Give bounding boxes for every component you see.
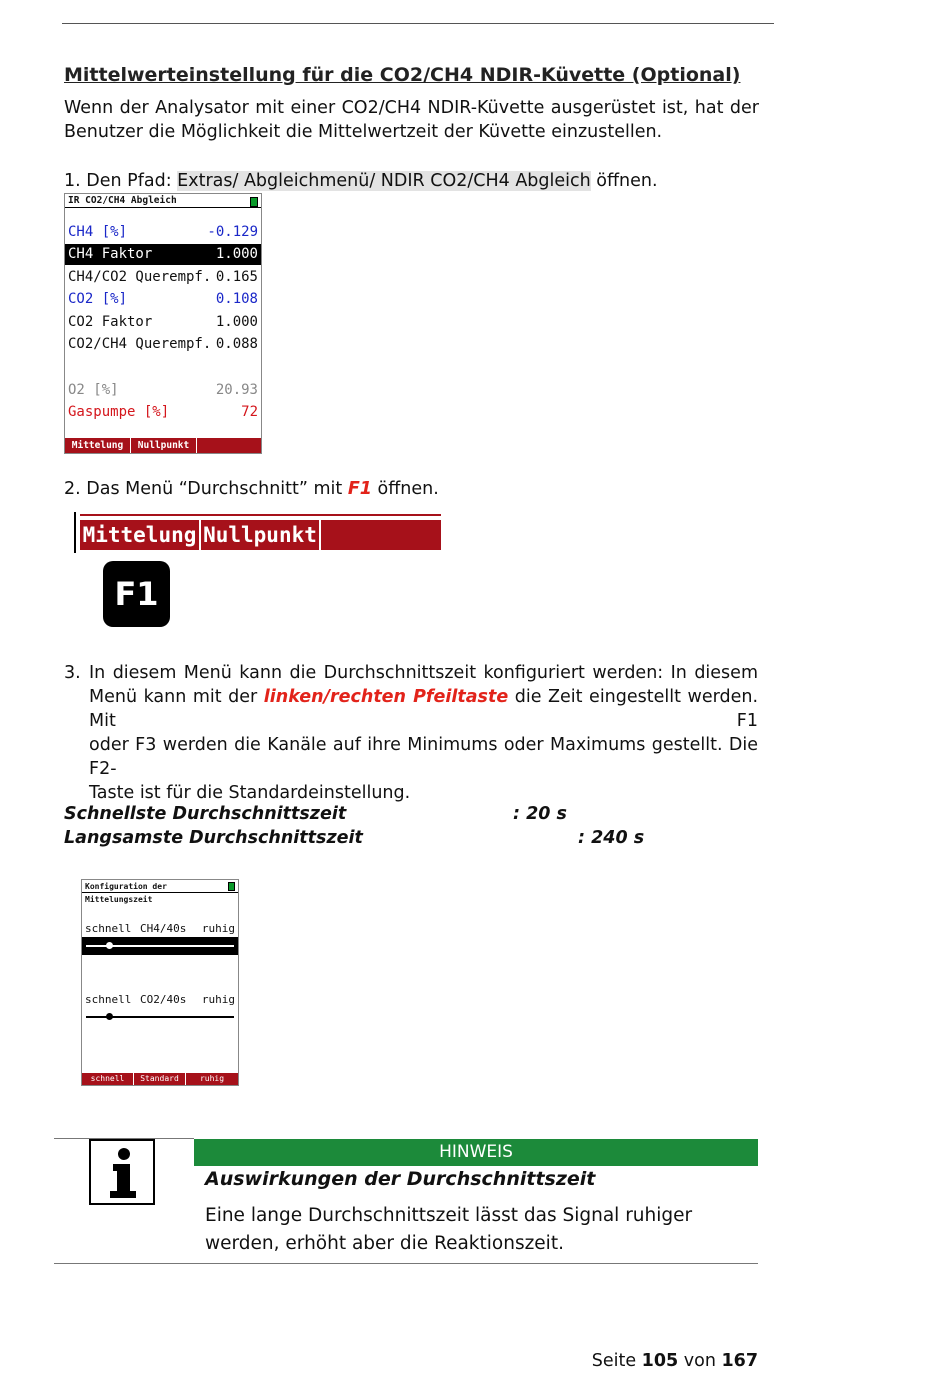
current-page: 105 — [641, 1351, 679, 1371]
f3-ruhig-button[interactable]: ruhig — [199, 1074, 225, 1083]
slider-left-label: schnell — [85, 922, 132, 935]
top-rule — [62, 23, 774, 24]
screen-title: IR CO2/CH4 Abgleich — [65, 194, 261, 208]
row-label: O2 [%] — [68, 382, 119, 398]
function-key-bar — [82, 1073, 238, 1085]
page-prefix: Seite — [591, 1351, 642, 1371]
row-label: CH4/CO2 Querempf. — [68, 269, 212, 285]
row-label: Gaspumpe [%] — [68, 404, 170, 420]
battery-icon — [250, 197, 258, 207]
step-3-line-3: oder F3 werden die Kanäle auf ihre Minimums oder Maximums gestellt. Die F2- — [89, 735, 758, 779]
step-3-line-1: In diesem Menü kann die Durchschnittszeit konfiguriert werden: In diesem — [89, 663, 758, 683]
info-glyph — [91, 1141, 153, 1203]
section-title: Mittelwerteinstellung für die CO2/CH4 NDIR-Küvette (Optional) — [64, 64, 741, 86]
slider-handle[interactable] — [106, 1013, 113, 1020]
step-2 — [64, 477, 759, 501]
row-gaspumpe — [65, 402, 261, 423]
row-co2[interactable] — [65, 289, 261, 310]
row-value: 1.000 — [215, 246, 258, 262]
f1-schnell-button[interactable]: schnell — [82, 1073, 134, 1085]
step-1-suffix: öffnen. — [590, 171, 658, 191]
row-co2-faktor[interactable] — [65, 312, 261, 333]
screen-title: Konfiguration der Mittelungszeit — [82, 880, 238, 893]
slow-avg-value: : 240 s — [578, 828, 645, 848]
function-key-bar-enlarged — [74, 512, 441, 553]
f1-mittelung-button-large[interactable]: Mittelung — [80, 520, 201, 550]
page-number — [592, 1351, 758, 1371]
row-value: 0.088 — [215, 336, 258, 352]
note-line-2: werden, erhöht aber die Reaktionszeit. — [205, 1233, 564, 1254]
slow-avg-label: Langsamste Durchschnittszeit — [64, 828, 363, 848]
row-ch4[interactable] — [65, 222, 261, 243]
f1-mittelung-button[interactable]: Mittelung — [65, 438, 131, 453]
row-value: 0.165 — [215, 269, 258, 285]
f2-standard-button[interactable]: Standard — [134, 1073, 186, 1085]
total-pages: 167 — [721, 1351, 758, 1371]
row-label: CO2 [%] — [68, 291, 128, 307]
step-3-line-2-pre: Menü kann mit der — [89, 687, 264, 707]
step-3-text — [89, 661, 758, 805]
step-3-line-2 — [89, 685, 758, 733]
slider-ch4-labels — [82, 922, 238, 936]
f2-nullpunkt-button[interactable]: Nullpunkt — [131, 438, 197, 453]
fast-avg-value: : 20 s — [513, 804, 567, 824]
bar-top-line — [80, 514, 441, 516]
step-2-suffix: öffnen. — [371, 479, 439, 499]
intro-line-2: Benutzer die Möglichkeit die Mittelwertzeit der Küvette einzustellen. — [64, 122, 663, 142]
slider-value-label: CH4/40s — [140, 922, 187, 935]
f2-nullpunkt-button-large[interactable]: Nullpunkt — [201, 520, 321, 550]
step-1 — [64, 169, 759, 193]
device-screen-ir-abgleich — [64, 193, 262, 454]
step-3-number: 3. — [64, 663, 81, 683]
f3-button-large[interactable] — [321, 520, 439, 550]
slider-handle[interactable] — [106, 942, 113, 949]
step-2-prefix: 2. Das Menü “Durchschnitt” mit — [64, 479, 348, 499]
row-co2-ch4-querempf[interactable] — [65, 334, 261, 355]
row-value: 72 — [241, 404, 258, 420]
intro-line-1: Wenn der Analysator mit einer CO2/CH4 NDIR-Küvette ausgerüstet ist, hat der — [64, 98, 759, 118]
row-label: CO2 Faktor — [68, 314, 153, 330]
slider-right-label: ruhig — [201, 993, 235, 1006]
note-header: HINWEIS — [194, 1139, 758, 1166]
battery-icon — [228, 882, 235, 891]
row-value: 0.108 — [215, 291, 258, 307]
step-1-prefix: 1. Den Pfad: — [64, 171, 178, 191]
note-line-1: Eine lange Durchschnittszeit lässt das Signal ruhiger — [205, 1205, 693, 1226]
row-label: CH4 [%] — [68, 224, 128, 240]
step-3-line-4: Taste ist für die Standardeinstellung. — [89, 783, 411, 803]
row-value: -0.129 — [207, 224, 258, 240]
arrow-keys-ref: linken/rechten Pfeiltaste — [263, 687, 509, 707]
device-screen-mittelung — [81, 879, 239, 1086]
note-title: Auswirkungen der Durchschnittszeit — [205, 1168, 596, 1190]
row-value: 20.93 — [215, 382, 258, 398]
info-icon — [89, 1139, 155, 1205]
note-bottom-rule — [54, 1263, 758, 1264]
step-3-line-2-post: die Zeit eingestellt werden. Mit F1 — [89, 687, 759, 731]
slider-right-label: ruhig — [201, 922, 235, 935]
page-mid: von — [678, 1351, 722, 1371]
row-o2 — [65, 380, 261, 401]
function-key-bar — [65, 438, 261, 453]
slider-left-label: schnell — [85, 993, 132, 1006]
bar-body — [80, 520, 441, 550]
row-ch4-faktor[interactable] — [65, 244, 261, 265]
slider-value-label: CO2/40s — [140, 993, 187, 1006]
fast-avg-label: Schnellste Durchschnittszeit — [64, 804, 347, 824]
slider-ch4[interactable] — [82, 937, 238, 955]
slider-co2-labels — [82, 993, 238, 1007]
row-label: CO2/CH4 Querempf. — [68, 336, 212, 352]
row-ch4-co2-querempf[interactable] — [65, 267, 261, 288]
note-body — [205, 1202, 745, 1258]
row-label: CH4 Faktor — [68, 246, 153, 262]
f1-key-ref: F1 — [347, 479, 372, 499]
row-value: 1.000 — [215, 314, 258, 330]
menu-path: Extras/ Abgleichmenü/ NDIR CO2/CH4 Abgleich — [177, 171, 591, 191]
f1-key-icon: F1 — [103, 561, 170, 627]
f3-button[interactable] — [197, 438, 261, 453]
